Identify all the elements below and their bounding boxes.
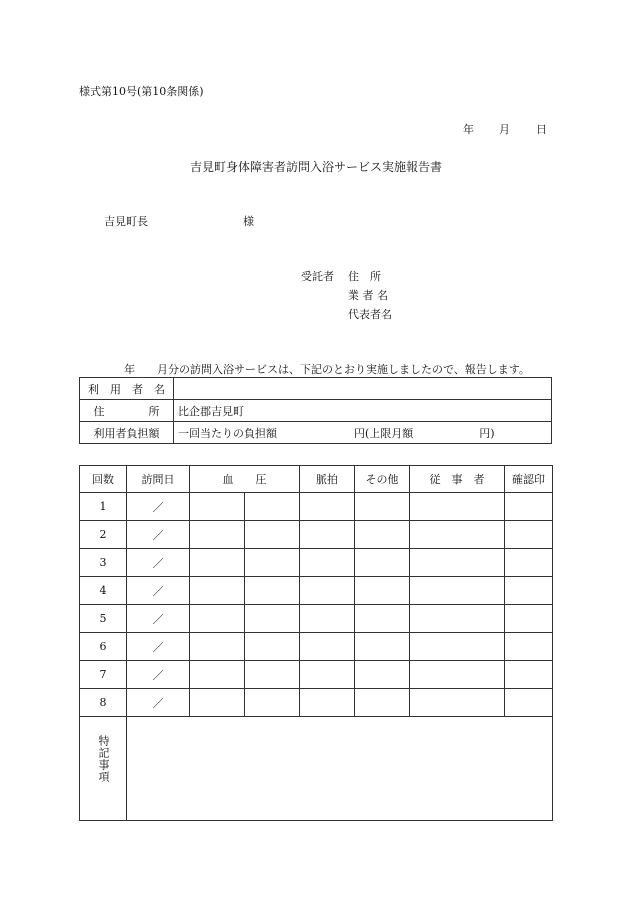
bp-high-cell[interactable]	[190, 633, 245, 661]
bp-low-cell[interactable]	[245, 689, 300, 717]
user-burden-field[interactable]: 一回当たりの負担額 円(上限月額 円)	[174, 422, 552, 444]
staff-cell[interactable]	[410, 633, 505, 661]
row-number: 8	[80, 689, 127, 717]
header-confirm: 確認印	[505, 466, 553, 493]
visit-date-cell[interactable]: ／	[127, 605, 190, 633]
other-cell[interactable]	[355, 661, 410, 689]
staff-cell[interactable]	[410, 661, 505, 689]
bp-low-cell[interactable]	[245, 661, 300, 689]
user-address-label: 住 所	[80, 400, 174, 422]
statement-text: 年 月分の訪問入浴サービスは、下記のとおり実施しましたので、報告します。	[124, 363, 530, 376]
addressee-name: 吉見町長	[104, 215, 148, 228]
other-cell[interactable]	[355, 521, 410, 549]
contractor-representative-label: 代表者名	[348, 308, 392, 321]
bp-low-cell[interactable]	[245, 493, 300, 521]
bp-high-cell[interactable]	[190, 661, 245, 689]
visit-date-cell[interactable]: ／	[127, 633, 190, 661]
visit-date-cell[interactable]: ／	[127, 661, 190, 689]
row-number: 3	[80, 549, 127, 577]
confirm-seal-cell[interactable]	[505, 577, 553, 605]
row-number: 5	[80, 605, 127, 633]
bp-high-cell[interactable]	[190, 493, 245, 521]
user-name-field[interactable]	[174, 378, 552, 400]
staff-cell[interactable]	[410, 493, 505, 521]
confirm-seal-cell[interactable]	[505, 549, 553, 577]
visit-date-cell[interactable]: ／	[127, 493, 190, 521]
other-cell[interactable]	[355, 493, 410, 521]
table-row	[80, 605, 553, 633]
table-row	[80, 493, 553, 521]
row-number: 2	[80, 521, 127, 549]
confirm-seal-cell[interactable]	[505, 633, 553, 661]
bp-high-cell[interactable]	[190, 605, 245, 633]
visit-date-cell[interactable]: ／	[127, 521, 190, 549]
row-number: 6	[80, 633, 127, 661]
row-number: 1	[80, 493, 127, 521]
document-title: 吉見町身体障害者訪問入浴サービス実施報告書	[190, 160, 443, 174]
header-pulse: 脈拍	[300, 466, 355, 493]
other-cell[interactable]	[355, 549, 410, 577]
table-row	[80, 378, 552, 400]
user-info-table	[79, 377, 552, 444]
form-number: 様式第10号(第10条関係)	[79, 85, 204, 98]
contractor-company-label: 業 者 名	[348, 289, 388, 302]
other-cell[interactable]	[355, 605, 410, 633]
remarks-label-cell	[80, 717, 127, 821]
pulse-cell[interactable]	[300, 689, 355, 717]
confirm-seal-cell[interactable]	[505, 689, 553, 717]
table-row	[80, 521, 553, 549]
pulse-cell[interactable]	[300, 549, 355, 577]
remarks-label: 特記事項	[97, 735, 110, 783]
visit-date-cell[interactable]: ／	[127, 549, 190, 577]
confirm-seal-cell[interactable]	[505, 661, 553, 689]
confirm-seal-cell[interactable]	[505, 605, 553, 633]
bp-low-cell[interactable]	[245, 549, 300, 577]
pulse-cell[interactable]	[300, 605, 355, 633]
confirm-seal-cell[interactable]	[505, 493, 553, 521]
bp-high-cell[interactable]	[190, 577, 245, 605]
pulse-cell[interactable]	[300, 521, 355, 549]
date-year-label: 年	[463, 123, 474, 136]
contractor-group-label: 受託者	[301, 270, 334, 283]
staff-cell[interactable]	[410, 549, 505, 577]
other-cell[interactable]	[355, 633, 410, 661]
header-other: その他	[355, 466, 410, 493]
row-number: 7	[80, 661, 127, 689]
visit-date-cell[interactable]: ／	[127, 577, 190, 605]
bp-low-cell[interactable]	[245, 521, 300, 549]
staff-cell[interactable]	[410, 689, 505, 717]
visit-log-table	[79, 465, 553, 821]
table-row	[80, 549, 553, 577]
remarks-field[interactable]	[127, 717, 553, 821]
header-staff: 従 事 者	[410, 466, 505, 493]
table-row	[80, 422, 552, 444]
pulse-cell[interactable]	[300, 661, 355, 689]
other-cell[interactable]	[355, 689, 410, 717]
user-name-label: 利 用 者 名	[80, 378, 174, 400]
staff-cell[interactable]	[410, 521, 505, 549]
pulse-cell[interactable]	[300, 493, 355, 521]
table-row	[80, 400, 552, 422]
row-number: 4	[80, 577, 127, 605]
contractor-address-label: 住 所	[348, 270, 381, 283]
table-row	[80, 633, 553, 661]
bp-high-cell[interactable]	[190, 549, 245, 577]
staff-cell[interactable]	[410, 605, 505, 633]
table-row	[80, 661, 553, 689]
visit-date-cell[interactable]: ／	[127, 689, 190, 717]
table-row	[80, 689, 553, 717]
table-header-row	[80, 466, 553, 493]
pulse-cell[interactable]	[300, 577, 355, 605]
date-day-label: 日	[536, 123, 547, 136]
bp-low-cell[interactable]	[245, 633, 300, 661]
header-blood-pressure: 血 圧	[190, 466, 300, 493]
confirm-seal-cell[interactable]	[505, 521, 553, 549]
addressee-honorific: 様	[243, 215, 254, 228]
staff-cell[interactable]	[410, 577, 505, 605]
header-visit-date: 訪問日	[127, 466, 190, 493]
pulse-cell[interactable]	[300, 633, 355, 661]
user-address-field[interactable]: 比企郡吉見町	[174, 400, 552, 422]
bp-low-cell[interactable]	[245, 605, 300, 633]
bp-high-cell[interactable]	[190, 521, 245, 549]
header-count: 回数	[80, 466, 127, 493]
bp-high-cell[interactable]	[190, 689, 245, 717]
date-month-label: 月	[499, 123, 510, 136]
remarks-row	[80, 717, 553, 821]
other-cell[interactable]	[355, 577, 410, 605]
user-burden-label: 利用者負担額	[80, 422, 174, 444]
bp-low-cell[interactable]	[245, 577, 300, 605]
table-row	[80, 577, 553, 605]
